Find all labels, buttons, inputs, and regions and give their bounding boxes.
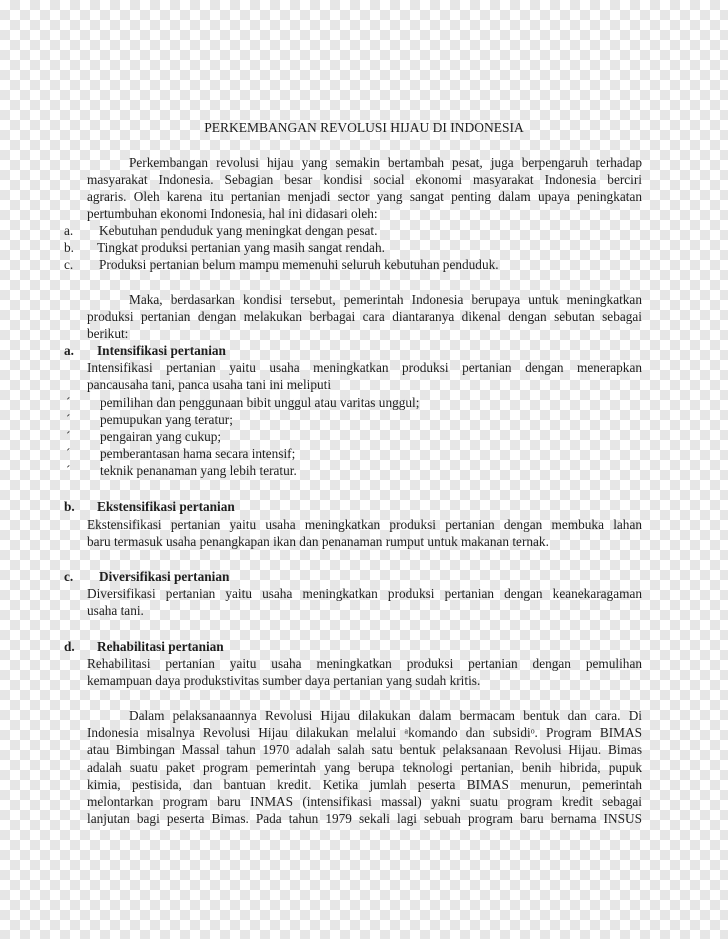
- para2-line-3: berikut:: [87, 326, 129, 341]
- para2-line-2: produksi pertanian dengan melakukan berbagai cara diantaranya dikenal dengan sebutan sebagai: [87, 309, 642, 324]
- bullet-marker-1: ´: [66, 395, 71, 410]
- intro-line-1: Perkembangan revolusi hijau yang semakin bertambah pesat, juga berpengaruh terhadap: [129, 155, 642, 170]
- section-c-line-1: Diversifikasi pertanian yaitu usaha meningkatkan produksi pertanian dengan keanekaragaman: [87, 586, 642, 601]
- list-marker-c: c.: [64, 257, 74, 272]
- section-d-line-1: Rehabilitasi pertanian yaitu usaha meningkatkan produksi pertanian dengan pemulihan: [87, 656, 642, 671]
- section-a-line-1: Intensifikasi pertanian yaitu usaha meningkatkan produksi pertanian dengan menerapkan: [87, 360, 642, 375]
- section-a-marker: a.: [64, 343, 74, 358]
- para3-line-3: atau Bimbingan Massal tahun 1970 adalah salah satu bentuk pelaksanaan Revolusi Hijau. Bimas: [87, 742, 642, 757]
- para3-line-7: lanjutan bagi peserta Bimas. Pada tahun 1979 sekali lagi sebuah program baru bernama INSUS: [87, 811, 642, 826]
- section-c-line-2: usaha tani.: [87, 603, 144, 618]
- section-b-line-2: baru termasuk usaha penangkapan ikan dan penanaman rumput untuk makanan ternak.: [87, 534, 549, 549]
- bullet-marker-5: ´: [66, 463, 71, 478]
- intro-line-2: masyarakat Indonesia. Sebagian besar kondisi social ekonomi masyarakat Indonesia berciri: [87, 172, 642, 187]
- intro-line-4: pertumbuhan ekonomi Indonesia, hal ini didasari oleh:: [87, 206, 378, 221]
- section-d-marker: d.: [64, 639, 75, 654]
- list-item-c: Produksi pertanian belum mampu memenuhi seluruh kebutuhan penduduk.: [99, 257, 499, 272]
- para3-line-2: Indonesia misalnya Revolusi Hijau dilakukan melalui ᵃkomando dan subsidiᵒ. Program BIMAS: [87, 725, 642, 740]
- document-title: PERKEMBANGAN REVOLUSI HIJAU DI INDONESIA: [204, 120, 524, 135]
- bullet-item-5: teknik penanaman yang lebih teratur.: [100, 463, 297, 478]
- section-c-heading: Diversifikasi pertanian: [99, 569, 230, 584]
- list-marker-b: b.: [64, 240, 74, 255]
- list-item-a: Kebutuhan penduduk yang meningkat dengan pesat.: [99, 223, 378, 238]
- para3-line-6: melontarkan program baru INMAS (intensifikasi massal) yakni suatu program kredit sebagai: [87, 794, 642, 809]
- bullet-marker-2: ´: [66, 412, 71, 427]
- section-b-marker: b.: [64, 499, 75, 514]
- bullet-item-2: pemupukan yang teratur;: [100, 412, 233, 427]
- para3-line-1: Dalam pelaksanaannya Revolusi Hijau dilakukan dalam bermacam bentuk dan cara. Di: [129, 708, 642, 723]
- section-c-marker: c.: [64, 569, 74, 584]
- section-d-line-2: kemampuan daya produkstivitas sumber daya pertanian yang sudah kritis.: [87, 673, 481, 688]
- para3-line-5: kimia, pestisida, dan bantuan kredit. Ketika jumlah peserta BIMAS menurun, pemerintah: [87, 777, 642, 792]
- bullet-item-1: pemilihan dan penggunaan bibit unggul atau varitas unggul;: [100, 395, 420, 410]
- list-item-b: Tingkat produksi pertanian yang masih sangat rendah.: [97, 240, 385, 255]
- section-a-heading: Intensifikasi pertanian: [97, 343, 226, 358]
- intro-line-3: agraris. Oleh karena itu pertanian menjadi sector yang sangat penting dalam upaya peningkatan: [87, 189, 642, 204]
- bullet-item-3: pengairan yang cukup;: [100, 429, 222, 444]
- section-b-line-1: Ekstensifikasi pertanian yaitu usaha meningkatkan produksi pertanian dengan membuka lahan: [87, 517, 642, 532]
- para3-line-4: adalah suatu paket program pemerintah yang berupa teknologi pertanian, benih hibrida, pupuk: [87, 760, 642, 775]
- para2-line-1: Maka, berdasarkan kondisi tersebut, pemerintah Indonesia berupaya untuk meningkatkan: [129, 292, 642, 307]
- bullet-item-4: pemberantasan hama secara intensif;: [100, 446, 296, 461]
- section-b-heading: Ekstensifikasi pertanian: [97, 499, 235, 514]
- list-marker-a: a.: [64, 223, 74, 238]
- section-a-line-2: pancausaha tani, panca usaha tani ini meliputi: [87, 377, 332, 392]
- bullet-marker-4: ´: [66, 446, 71, 461]
- bullet-marker-3: ´: [66, 429, 71, 444]
- section-d-heading: Rehabilitasi pertanian: [97, 639, 224, 654]
